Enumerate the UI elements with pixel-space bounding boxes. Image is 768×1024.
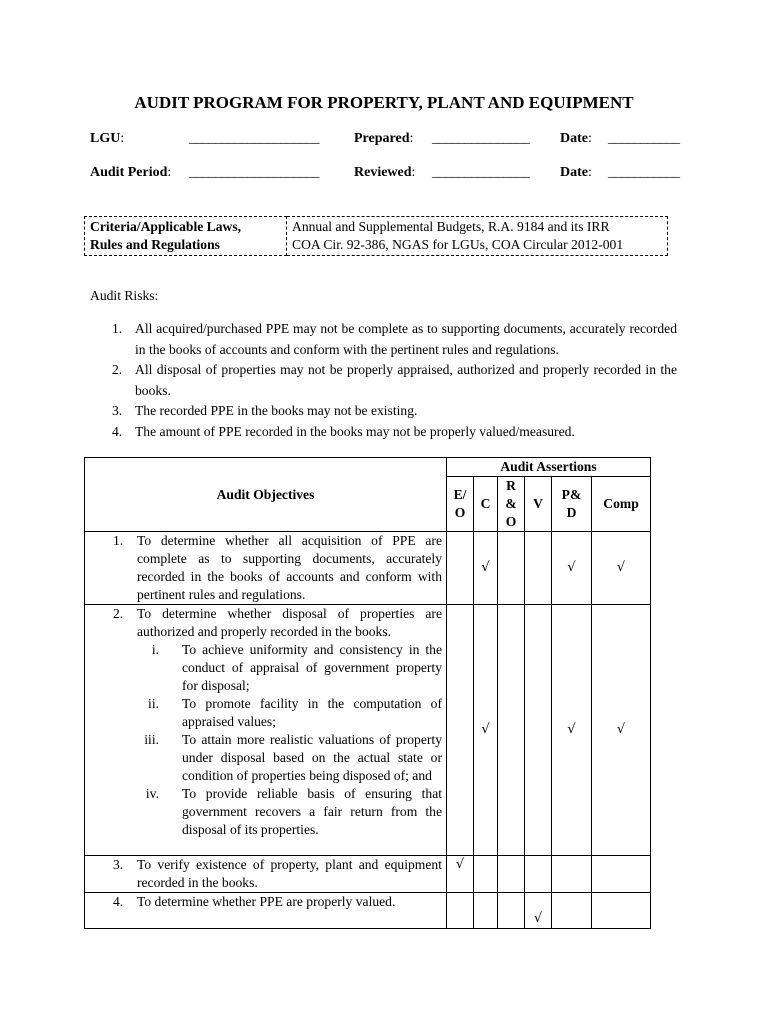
col-pd: P& D [552,477,592,532]
date-label: Date: [560,165,592,180]
sub-objective: i. To achieve uniformity and consistency in the conduct of appraisal of government property for disposal; [151,642,442,693]
page-title: AUDIT PROGRAM FOR PROPERTY, PLANT AND EQUIPMENT [134,93,634,112]
check-mark: √ [552,605,592,856]
audit-objectives-table [84,457,651,929]
prepared-label: Prepared: [354,131,414,146]
check-mark: √ [474,532,498,605]
lgu-field[interactable]: ____________________ [189,131,319,146]
col-comp: Comp [592,477,651,532]
prepared-date-field[interactable]: ___________ [608,131,680,146]
objective-cell: 4. To determine whether PPE are properly valued. [85,893,447,929]
check-mark: √ [474,605,498,856]
col-c: C [474,477,498,532]
objective-cell: 2. To determine whether disposal of properties are authorized and properly recorded in the books. i. To achieve uniformity and consistency in the conduct of appraisal of government property for disposal; ii. To promote facility in the computation of appraised values; iii. To attain more realistic valuations of property under disposal based on the actual state or condition of properties being disposed of; and iv. To provide reliable basis of ensuring that government recovers a fair return from the disposal of its properties. [85,605,447,856]
risk-item: 4. The amount of PPE recorded in the books may not be properly valued/measured. [112,423,575,439]
reviewed-field[interactable]: _______________ [432,165,530,180]
check-mark: √ [525,893,552,929]
audit-risks-list [91,319,677,442]
objective-cell: 3. To verify existence of property, plant and equipment recorded in the books. [85,856,447,893]
table-row [85,856,651,893]
risk-item: 2. All disposal of properties may not be properly appraised, authorized and properly recorded in the books. [112,362,677,398]
table-row [85,893,651,929]
objective-cell: 1. To determine whether all acquisition of PPE are complete as to supporting documents, accurately recorded in the books of accounts and conform with pertinent rules and regulations. [85,532,447,605]
sub-objective: ii. To promote facility in the computation of appraised values; [148,696,442,729]
table-row [85,605,651,856]
sub-objective: iv. To provide reliable basis of ensuring that government recovers a fair return from the disposal of its properties. [145,786,442,837]
check-mark: √ [447,856,474,893]
check-mark: √ [592,605,651,856]
check-mark: √ [592,532,651,605]
lgu-label: LGU: [90,131,125,146]
reviewed-date-field[interactable]: ___________ [608,165,680,180]
criteria-label: Criteria/Applicable Laws, Rules and Regulations [85,217,287,256]
criteria-value: Annual and Supplemental Budgets, R.A. 9184 and its IRR COA Cir. 92-386, NGAS for LGUs, COA Circular 2012-001 [287,217,668,256]
audit-assertions-header: Audit Assertions [447,458,651,477]
audit-period-field[interactable]: ____________________ [189,165,319,180]
sub-objective: iii. To attain more realistic valuations of property under disposal based on the actual state or condition of properties being disposed of; and [144,732,442,783]
risk-item: 1. All acquired/purchased PPE may not be complete as to supporting documents, accurately recorded in the books of accounts and conform with the pertinent rules and regulations. [112,321,677,357]
audit-risks-heading: Audit Risks: [90,288,159,303]
col-ro: R & O [498,477,525,532]
criteria-table [84,216,668,256]
col-eo: E/ O [447,477,474,532]
col-v: V [525,477,552,532]
date-label: Date: [560,131,592,146]
reviewed-label: Reviewed: [354,165,416,180]
risk-item: 3. The recorded PPE in the books may not be existing. [112,403,418,418]
prepared-field[interactable]: _______________ [432,131,530,146]
audit-objectives-header: Audit Objectives [85,458,447,532]
audit-period-label: Audit Period: [90,165,172,180]
table-row [85,532,651,605]
check-mark: √ [552,532,592,605]
